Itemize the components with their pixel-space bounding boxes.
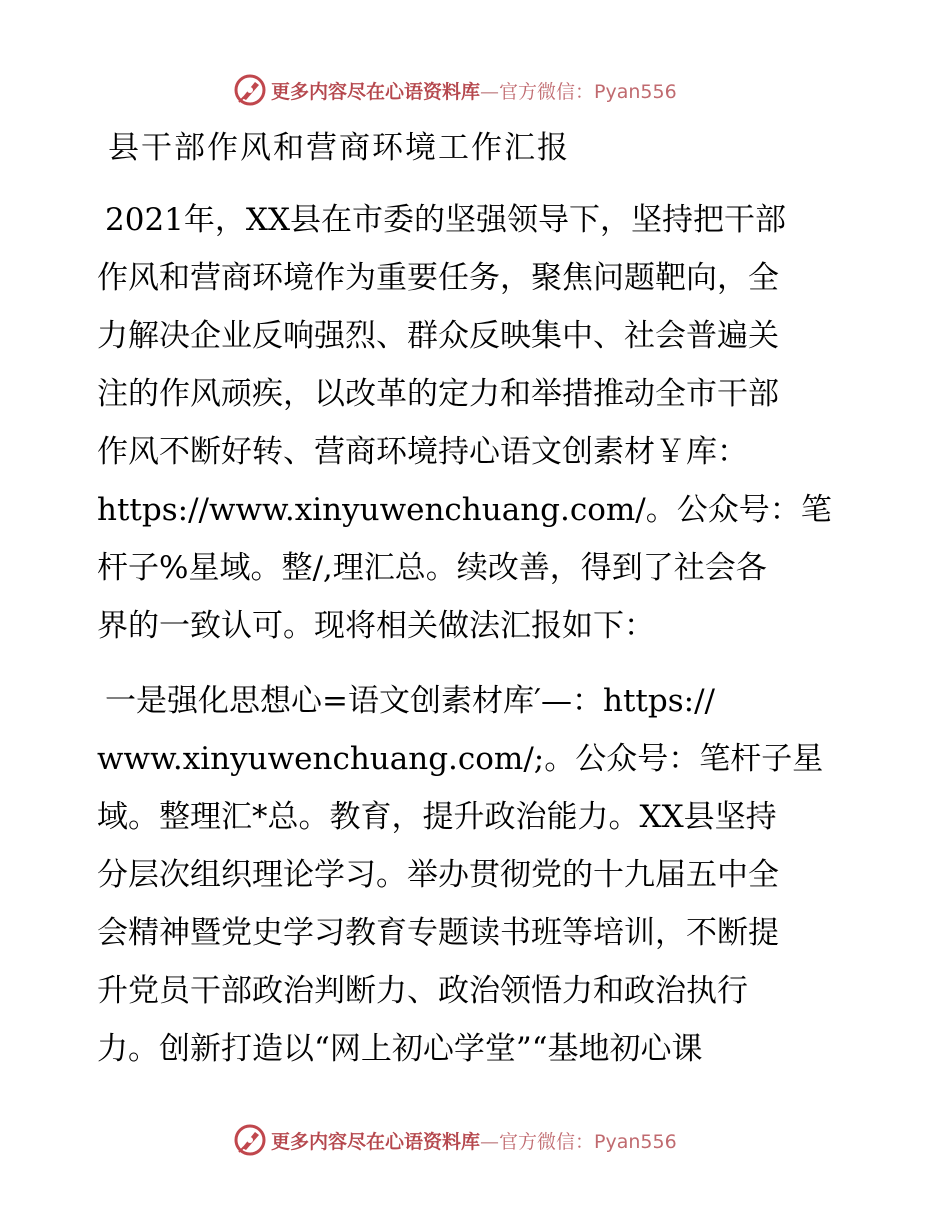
- paragraph-line: 作风和营商环境作为重要任务，聚焦问题靶向，全: [97, 260, 779, 296]
- paragraph-line: 力。创新打造以“网上初心学堂”“基地初心课: [97, 1031, 703, 1067]
- paragraph-line: 会精神暨党史学习教育专题读书班等培训，不断提: [97, 915, 779, 951]
- paragraph-line: 力解决企业反响强烈、群众反映集中、社会普遍关: [97, 318, 779, 354]
- footer-banner: [233, 1123, 677, 1157]
- paragraph-line: 分层次组织理论学习。举办贯彻党的十九届五中全: [97, 857, 779, 893]
- header-banner: [233, 73, 677, 107]
- document-title: 县干部作风和营商环境工作汇报: [108, 130, 570, 166]
- paragraph-line: 一是强化思想心=语文创素材库′—：https://: [105, 683, 715, 719]
- paragraph-line: www.xinyuwenchuang.com/;。公众号：笔杆子星: [97, 741, 824, 777]
- quill-logo-icon: [233, 73, 267, 107]
- banner-main-text: 更多内容尽在心语资料库: [271, 80, 481, 103]
- banner-text: [271, 1127, 677, 1154]
- paragraph: [97, 672, 857, 1078]
- paragraph-line: 升党员干部政治判断力、政治领悟力和政治执行: [97, 973, 748, 1009]
- paragraph-line: 注的作风顽疾，以改革的定力和举措推动全市干部: [97, 376, 779, 412]
- paragraph-line: 作风不断好转、营商环境持心语文创素材￥库：: [97, 434, 748, 470]
- banner-wechat-text: 官方微信：Pyan556: [499, 80, 677, 103]
- paragraph-line: 杆子%星域。整/,理汇总。续改善，得到了社会各: [97, 550, 767, 586]
- banner-wechat-text: 官方微信：Pyan556: [499, 1130, 677, 1153]
- banner-text: [271, 77, 677, 104]
- banner-dash: —: [480, 80, 500, 103]
- paragraph: [97, 191, 857, 655]
- paragraph-line: 2021年，XX县在市委的坚强领导下，坚持把干部: [105, 202, 787, 238]
- paragraph-line: 域。整理汇*总。教育，提升政治能力。XX县坚持: [97, 799, 777, 835]
- banner-main-text: 更多内容尽在心语资料库: [271, 1130, 481, 1153]
- paragraph-line: https://www.xinyuwenchuang.com/。公众号：笔: [97, 492, 832, 528]
- paragraph-line: 界的一致认可。现将相关做法汇报如下：: [97, 608, 655, 644]
- quill-logo-icon: [233, 1123, 267, 1157]
- banner-dash: —: [480, 1130, 500, 1153]
